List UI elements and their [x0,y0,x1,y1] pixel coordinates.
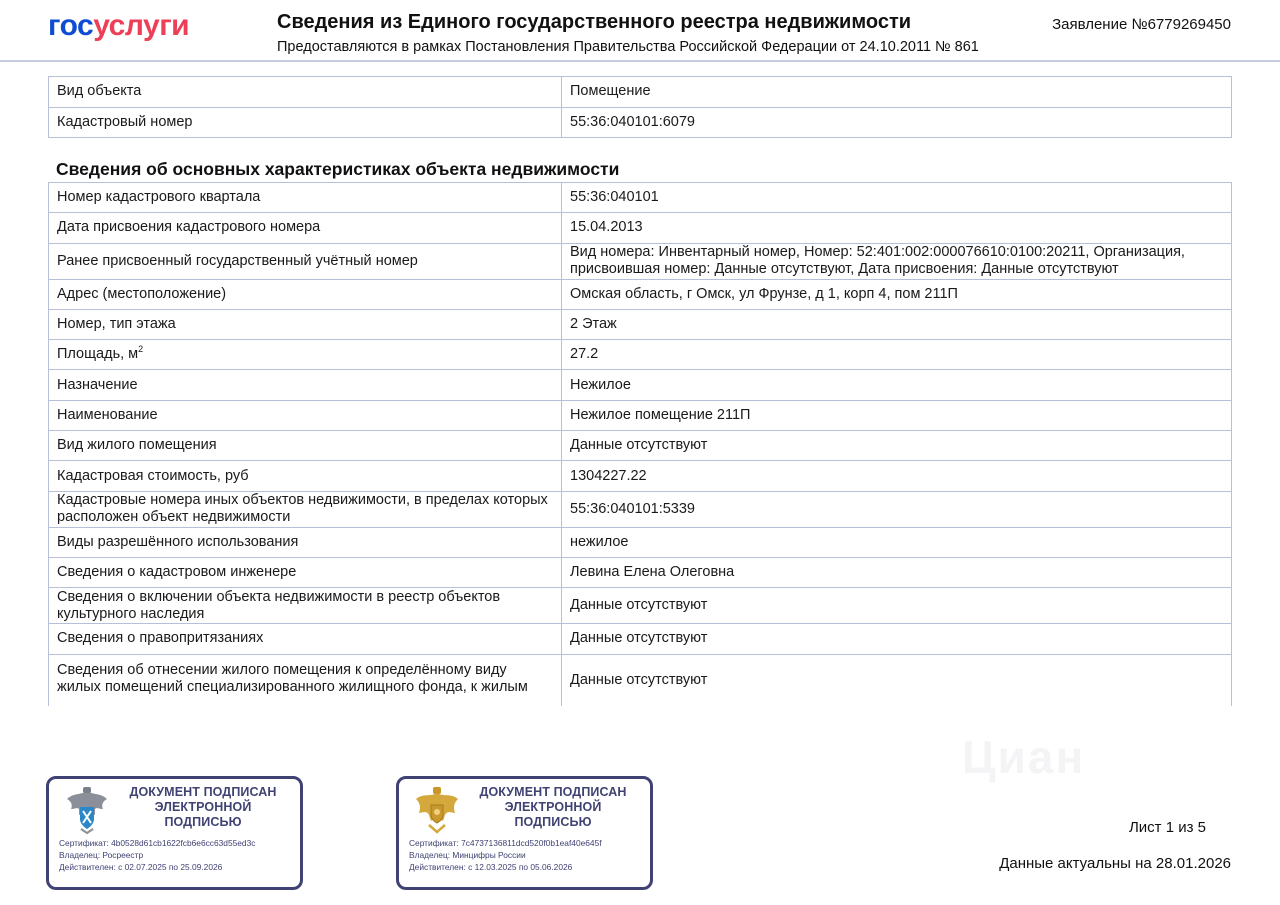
row-label: Дата присвоения кадастрового номера [49,213,562,243]
logo-part-uslugi: услуги [93,9,190,42]
table-row [49,183,1232,213]
row-label: Кадастровый номер [49,107,562,138]
rosreestr-emblem-icon [63,785,111,835]
stamp-info [409,837,602,873]
row-label: Сведения о кадастровом инженере [49,557,562,587]
row-value: Данные отсутствуют [562,654,1232,706]
area-label: Площадь, м [57,346,139,363]
stamp-title-line: ДОКУМЕНТ ПОДПИСАН [129,785,277,799]
row-value: Данные отсутствуют [562,588,1232,624]
area-unit-superscript: 2 [138,344,144,355]
signature-stamp-mintsifry [396,776,653,890]
row-value: 1304227.22 [562,461,1232,491]
row-value: Нежилое [562,370,1232,400]
row-value: Данные отсутствуют [562,431,1232,461]
row-label: Вид объекта [49,77,562,108]
row-value: Левина Елена Олеговна [562,557,1232,587]
section-title: Сведения об основных характеристиках объекта недвижимости [56,159,620,179]
gosuslugi-logo[interactable] [48,8,189,44]
table-row [49,279,1232,309]
row-value: 15.04.2013 [562,213,1232,243]
page-cut-mask [40,706,1240,720]
row-label: Номер, тип этажа [49,309,562,339]
document-subtitle: Предоставляются в рамках Постановления Правительства Российской Федерации от 24.10.2011 № 861 [277,39,979,55]
stamp-title-line: ПОДПИСЬЮ [514,815,592,829]
document-header [0,0,1280,62]
table-row [49,309,1232,339]
row-label: Вид жилого помещения [49,431,562,461]
signature-stamp-rosreestr [46,776,303,890]
row-value: Помещение [562,77,1232,108]
row-label: Кадастровая стоимость, руб [49,461,562,491]
table-row [49,400,1232,430]
row-label [49,340,562,370]
cian-watermark: Циан [962,731,1086,783]
page-counter: Лист 1 из 5 [1128,819,1206,836]
stamp-valid: Действителен: с 12.03.2025 по 05.06.2026 [409,862,573,872]
table-row [49,243,1232,279]
row-value: 55:36:040101 [562,183,1232,213]
row-value: Омская область, г Омск, ул Фрунзе, д 1, корп 4, пом 211П [562,279,1232,309]
row-value: 55:36:040101:5339 [562,491,1232,527]
row-value: 55:36:040101:6079 [562,107,1232,138]
stamp-title [109,785,297,830]
table-row [49,588,1232,624]
row-label: Сведения об отнесении жилого помещения к определённому виду жилых помещений специализированного жилищного фонда, к жилым [49,654,562,706]
stamp-valid: Действителен: с 02.07.2025 по 25.09.2026 [59,862,223,872]
row-label: Назначение [49,370,562,400]
data-actual-date: Данные актуальны на 28.01.2026 [999,855,1231,872]
row-label: Наименование [49,400,562,430]
summary-table [48,76,1232,138]
table-row [49,77,1232,108]
table-row [49,370,1232,400]
row-label: Адрес (местоположение) [49,279,562,309]
russian-coat-of-arms-icon [413,785,461,835]
row-label: Сведения о включении объекта недвижимости в реестр объектов культурного наследия [49,588,562,624]
stamp-owner: Владелец: Минцифры России [409,850,526,860]
row-value: нежилое [562,527,1232,557]
table-row [49,213,1232,243]
logo-part-gos: гос [48,9,94,42]
stamp-title-line: ЭЛЕКТРОННОЙ [154,800,252,814]
row-value: Данные отсутствуют [562,624,1232,654]
row-value: 2 Этаж [562,309,1232,339]
table-row [49,557,1232,587]
stamp-certificate: Сертификат: 7c4737136811dcd520f0b1eaf40e645f [409,838,602,848]
stamp-title-line: ПОДПИСЬЮ [164,815,242,829]
row-label: Кадастровые номера иных объектов недвижимости, в пределах которых расположен объект недвижимости [49,491,562,527]
table-row [49,654,1232,706]
row-label: Номер кадастрового квартала [49,183,562,213]
table-row [49,527,1232,557]
table-row [49,491,1232,527]
stamp-title [459,785,647,830]
stamp-info [59,837,255,873]
characteristics-table [48,182,1232,707]
row-value: Нежилое помещение 211П [562,400,1232,430]
application-number: Заявление №6779269450 [1052,16,1231,33]
row-value: 27.2 [562,340,1232,370]
table-row [49,624,1232,654]
row-label: Сведения о правопритязаниях [49,624,562,654]
document-title: Сведения из Единого государственного реестра недвижимости [277,11,912,33]
row-label: Виды разрешённого использования [49,527,562,557]
table-row [49,431,1232,461]
row-label: Ранее присвоенный государственный учётный номер [49,243,562,279]
stamp-title-line: ЭЛЕКТРОННОЙ [504,800,602,814]
table-row [49,461,1232,491]
stamp-certificate: Сертификат: 4b0528d61cb1622fcb6e6cc63d55ed3c [59,838,256,848]
stamp-owner: Владелец: Росреестр [59,850,144,860]
table-row [49,107,1232,138]
table-row [49,340,1232,370]
stamp-title-line: ДОКУМЕНТ ПОДПИСАН [479,785,627,799]
row-value: Вид номера: Инвентарный номер, Номер: 52:401:002:000076610:0100:20211, Организация, присвоившая номер: Данные отсутствуют, Дата присвоения: Данные отсутствуют [562,243,1232,279]
